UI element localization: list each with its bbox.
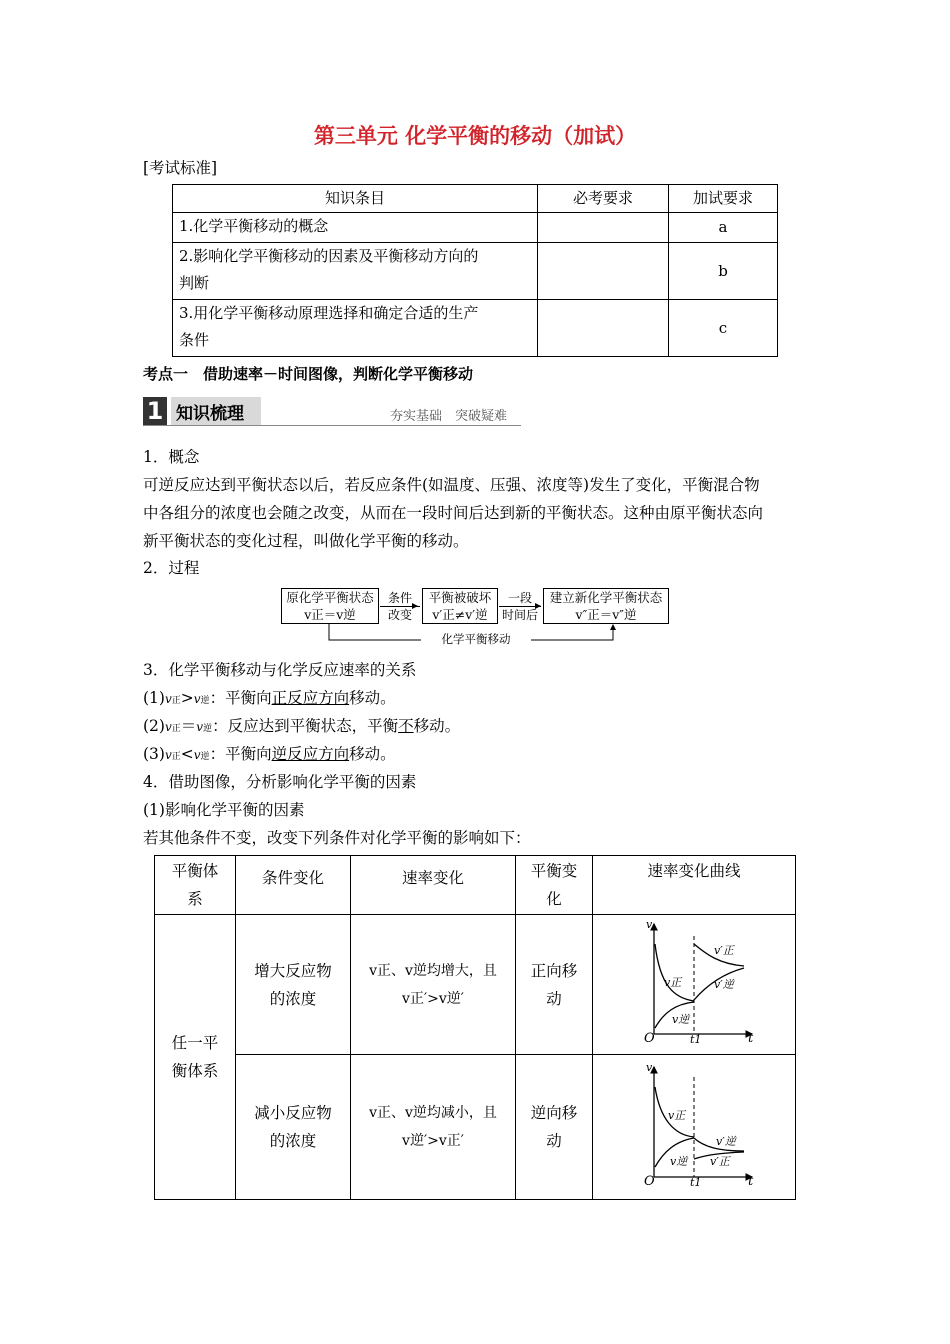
- s3-item: (1)v正>v逆：平衡向正反应方向移动。: [143, 689, 396, 707]
- graph-origin-label: O: [644, 1173, 655, 1187]
- graph-new-lower-label: v′逆: [714, 978, 734, 991]
- graph-upper-curve-label: v正: [664, 976, 682, 989]
- standards-table: [172, 184, 778, 357]
- graph-new-upper-label: v′逆: [716, 1134, 736, 1148]
- eff-condition: 减小反应物 的浓度: [236, 1055, 351, 1200]
- std-req1: [538, 300, 669, 357]
- graph-lower-curve-label: v逆: [670, 1154, 688, 1168]
- flow-box-original: 原化学平衡状态 v正＝v逆: [281, 588, 379, 624]
- rate-graph-decrease: [594, 1059, 794, 1187]
- graph-upper-curve-label: v正: [668, 1108, 686, 1122]
- eff-curve-cell: [593, 1055, 796, 1200]
- rate-graph-increase: [594, 916, 794, 1044]
- std-req2: a: [669, 213, 778, 243]
- graph-origin-label: O: [644, 1031, 655, 1044]
- std-header-advanced: 加试要求: [669, 185, 778, 213]
- banner-title: 知识梳理: [176, 404, 244, 424]
- std-header-item: 知识条目: [173, 185, 538, 213]
- s1-line: 新平衡状态的变化过程，叫做化学平衡的移动。: [143, 532, 469, 550]
- flow-bottom-label: 化学平衡移动: [421, 632, 531, 647]
- eff-header-rate: 速率变化: [351, 856, 516, 915]
- s1-line: 可逆反应达到平衡状态以后，若反应条件(如温度、压强、浓度等)发生了变化，平衡混合物: [143, 476, 760, 494]
- eff-header-system: 平衡体 系: [155, 856, 236, 915]
- page-title: 第三单元 化学平衡的移动（加试）: [313, 124, 637, 148]
- point-one-heading: 考点一 借助速率－时间图像，判断化学平衡移动: [143, 365, 474, 383]
- std-req2: b: [669, 243, 778, 300]
- s1-line: 中各组分的浓度也会随之改变，从而在一段时间后达到新的平衡状态。这种由原平衡状态向: [143, 504, 764, 522]
- graph-y-label: v: [646, 1060, 653, 1074]
- s2-heading: 2．过程: [143, 559, 200, 577]
- std-item: 3.用化学平衡移动原理选择和确定合适的生产 条件: [173, 300, 538, 357]
- std-header-required: 必考要求: [538, 185, 669, 213]
- eff-curve-cell: [593, 915, 796, 1055]
- banner-subtitle: 夯实基础 突破疑难: [390, 409, 508, 424]
- eff-rate: v正、v逆均减小，且 v逆′>v正′: [351, 1055, 516, 1200]
- flow-box-broken: 平衡被破坏 v′正≠v′逆: [422, 588, 498, 624]
- eff-shift: 正向移 动: [516, 915, 593, 1055]
- s1-heading: 1．概念: [143, 448, 200, 466]
- graph-x-label: t: [748, 1173, 754, 1187]
- s3-heading: 3．化学平衡移动与化学反应速率的关系: [143, 661, 417, 679]
- eff-header-condition: 条件变化: [236, 856, 351, 915]
- flow-arrow-condition: 条件 改变: [380, 590, 420, 623]
- eff-rate: v正、v逆均增大，且 v正′>v逆′: [351, 915, 516, 1055]
- s3-item: (2)v正＝v逆：反应达到平衡状态，平衡不移动。: [143, 717, 461, 735]
- table-row: [173, 243, 778, 300]
- std-req2: c: [669, 300, 778, 357]
- table-row: [173, 300, 778, 357]
- eff-shift: 逆向移 动: [516, 1055, 593, 1200]
- table-row: [173, 213, 778, 243]
- graph-y-label: v: [646, 918, 653, 931]
- effects-table: [154, 855, 796, 1200]
- process-diagram: [281, 588, 671, 650]
- s4-heading: 4．借助图像，分析影响化学平衡的因素: [143, 773, 417, 791]
- graph-x-label: t: [748, 1031, 754, 1044]
- std-req1: [538, 243, 669, 300]
- eff-condition: 增大反应物 的浓度: [236, 915, 351, 1055]
- eff-system-cell: 任一平 衡体系: [155, 915, 236, 1200]
- eff-header-shift: 平衡变 化: [516, 856, 593, 915]
- table-row: [155, 1055, 796, 1200]
- graph-t1-label: t1: [690, 1033, 702, 1044]
- s3-item: (3)v正<v逆：平衡向逆反应方向移动。: [143, 745, 396, 763]
- s4-subheading: (1)影响化学平衡的因素: [143, 801, 305, 819]
- section-banner: [143, 397, 521, 426]
- banner-number: 1: [143, 397, 167, 425]
- std-req1: [538, 213, 669, 243]
- graph-lower-curve-label: v逆: [672, 1013, 690, 1026]
- s4-intro: 若其他条件不变，改变下列条件对化学平衡的影响如下：: [143, 829, 531, 847]
- graph-new-upper-label: v′正: [714, 944, 734, 957]
- flow-box-new: 建立新化学平衡状态 v″正＝v″逆: [543, 588, 669, 624]
- flow-arrow-time: 一段 时间后: [499, 590, 541, 623]
- std-item: 1.化学平衡移动的概念: [173, 213, 538, 243]
- graph-new-lower-label: v′正: [710, 1154, 730, 1168]
- exam-standard-label: [考试标准]: [143, 159, 218, 177]
- graph-t1-label: t1: [690, 1175, 702, 1187]
- eff-header-curve: 速率变化曲线: [593, 856, 796, 915]
- table-row: [155, 915, 796, 1055]
- std-item: 2.影响化学平衡移动的因素及平衡移动方向的 判断: [173, 243, 538, 300]
